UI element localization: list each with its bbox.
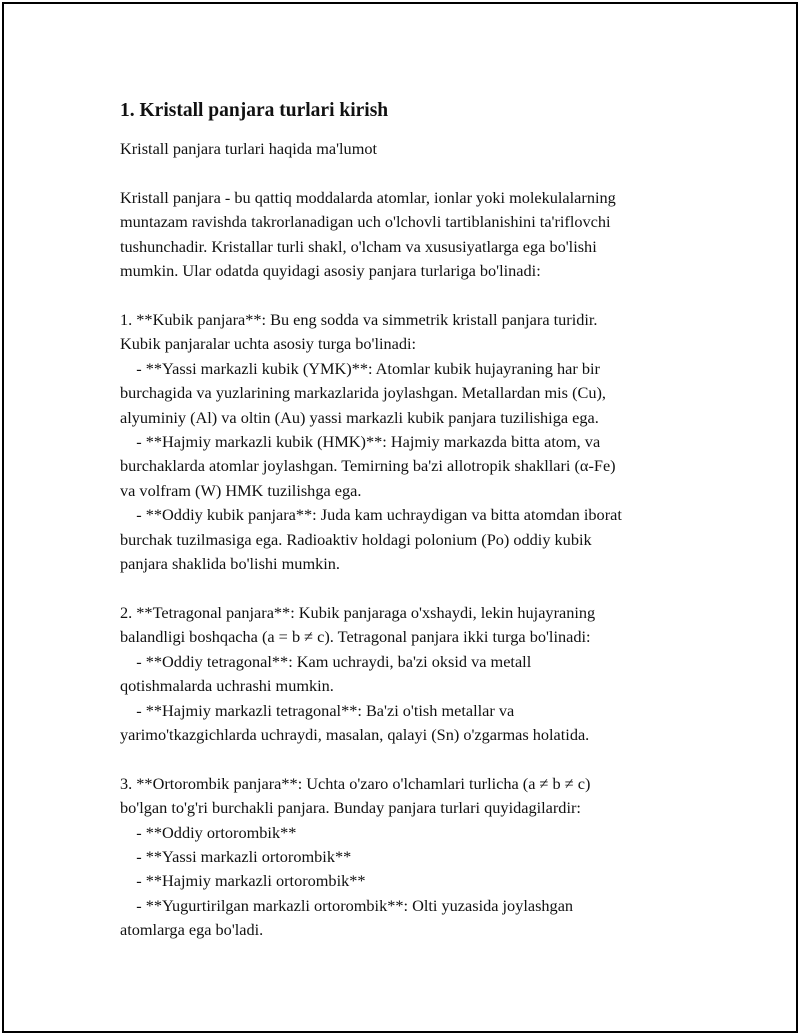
document-page bbox=[2, 2, 798, 1033]
document-subtitle: Kristall panjara turlari haqida ma'lumot bbox=[120, 139, 378, 158]
document-body: Kristall panjara - bu qattiq moddalarda atomlar, ionlar yoki molekulalarning muntazam ravishda takrorlanadigan uch o'lchovli tartiblanishini ta'riflovchi tushunchadir. Kristallar turli shakl, o'lcham va xususiyatlarga ega bo'lishi mumkin. Ular odatda quyidagi asosiy panjara turlariga bo'linadi: 1. **Kubik panjara**: Bu eng sodda va simmetrik kristall panjara turidir. Kubik panjaralar uchta asosiy turga bo'linadi: - **Yassi markazli kubik (YMK)**: Atomlar kubik hujayraning har bir burchagida va yuzlarining markazlarida joylashgan. Metallardan mis (Cu), alyuminiy (Al) va oltin (Au) yassi markazli kubik panjara tuzilishiga ega. - **Hajmiy markazli kubik (HMK)**: Hajmiy markazda bitta atom, va burchaklarda atomlar joylashgan. Temirning ba'zi allotropik shakllari (α-Fe) va volfram (W) HMK tuzilishga ega. - **Oddiy kubik panjara**: Juda kam uchraydigan va bitta atomdan iborat burchak tuzilmasiga ega. Radioaktiv holdagi polonium (Po) oddiy kubik panjara shaklida bo'lishi mumkin. 2. **Tetragonal panjara**: Kubik panjaraga o'xshaydi, lekin hujayraning balandligi boshqacha (a = b ≠ c). Tetragonal panjara ikki turga bo'linadi: - **Oddiy tetragonal**: Kam uchraydi, ba'zi oksid va metall qotishmalarda uchrashi mumkin. - **Hajmiy markazli tetragonal**: Ba'zi o'tish metallar va yarimo'tkazgichlarda uchraydi, masalan, qalayi (Sn) o'zgarmas holatida. 3. **Ortorombik panjara**: Uchta o'zaro o'lchamlari turlicha (a ≠ b ≠ c) bo'lgan to'g'ri burchakli panjara. Bunday panjara turlari quyidagilardir: - **Oddiy ortorombik** - **Yassi markazli ortorombik** - **Hajmiy markazli ortorombik** - **Yugurtirilgan markazli ortorombik**: Olti yuzasida joylashgan atomlarga ega bo'ladi. bbox=[120, 188, 622, 940]
document-content bbox=[120, 99, 710, 940]
page-title: 1. Kristall panjara turlari kirish bbox=[120, 100, 389, 121]
